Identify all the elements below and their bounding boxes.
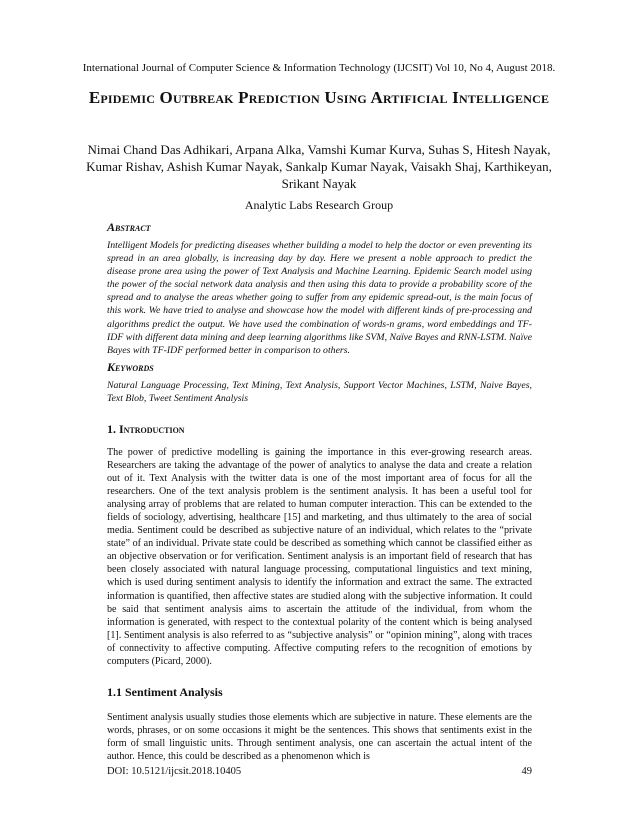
keywords-heading: Keywords xyxy=(107,360,154,374)
abstract-heading: Abstract xyxy=(107,220,151,234)
page-number: 49 xyxy=(521,766,532,777)
keywords-text: Natural Language Processing, Text Mining, Text Analysis, Support Vector Machines, LSTM, Naive Bayes, Text Blob, Tweet Sentiment Analysis xyxy=(107,380,532,405)
author-list: Nimai Chand Das Adhikari, Arpana Alka, Vamshi Kumar Kurva, Suhas S, Hitesh Nayak, Kumar Rishav, Ashish Kumar Nayak, Sankalp Kumar Nayak, Vaisakh Shaj, Karthikeyan, Srikant Nayak xyxy=(86,142,552,191)
sentiment-analysis-text: Sentiment analysis usually studies those elements which are subjective in nature. These elements are the words, phrases, or on some occasions it might be the sentences. This shows that sentiments exist in the form of small linguistic units. Through sentiment analysis, one can ascertain the actual intent of the author. Hence, this could be described as a phenomenon which is xyxy=(107,712,532,763)
abstract-text: Intelligent Models for predicting diseases whether building a model to help the doctor or even preventing its spread in an area globally, is increasing day by day. Here we present a noble approach to predict the disease prone area using the power of Text Analysis and Machine Learning. Epidemic Search model using the power of the social network data analysis and then using this data to provide a probability score of the spread and to analyse the areas whether going to suffer from any epidemic spread-out, is the main focus of this work. We have tried to analyse and showcase how the model with different kinds of pre-processing and algorithms predict the output. We have used the combination of words-n grams, word embeddings and TF-IDF with different data mining and deep learning algorithms like SVM, Naïve Bayes and RNN-LSTM. Naïve Bayes with TF-IDF performed better in comparison to others. xyxy=(107,240,532,356)
journal-header: International Journal of Computer Science & Information Technology (IJCSIT) Vol 10, No 4, August 2018. xyxy=(82,62,556,74)
introduction-heading: 1. Introduction xyxy=(107,422,185,436)
affiliation: Analytic Labs Research Group xyxy=(244,198,394,212)
introduction-text: The power of predictive modelling is gaining the importance in this ever-growing research areas. Researchers are taking the advantage of the power of analytics to analyse the data and create a relation out of it. Text Analysis with the twitter data is one of the most important area of focus for all the researchers. One of the text analysis problem is the sentiment analysis. It has been a useful tool for analysing array of problems that are related to human computer interaction. This can be extended to the fields of sociology, advertising, healthcare [15] and marketing, and thus ultimately to the area of social media. Sentiment could be described as subjective nature of an individual, which relates to the “private state” of an individual. Private state could be described as something which cannot be classified either as an objective observation or for verification. Sentiment analysis is an important field of research that has been closely associated with natural language processing, computational linguistics and text mining, which is used during sentiment analysis to identify the information and extract the same. The extracted information is quantified, then affective states are studied along with the subjective information. It could be said that sentiment analysis aims to ascertain the attitude of the individual, from whom the information is generated, with respect to the contextual polarity of the content which is being analysed [1]. Sentiment analysis is also referred to as “subjective analysis” or “opinion mining”, along with traces of connectivity to affective computing. Affective computing refers to the recognition of emotions by computers (Picard, 2000). xyxy=(107,447,532,667)
paper-title: Epidemic Outbreak Prediction Using Artificial Intelligence xyxy=(88,88,550,107)
doi-footer: DOI: 10.5121/ijcsit.2018.10405 xyxy=(107,766,242,777)
sentiment-analysis-heading: 1.1 Sentiment Analysis xyxy=(107,685,223,699)
